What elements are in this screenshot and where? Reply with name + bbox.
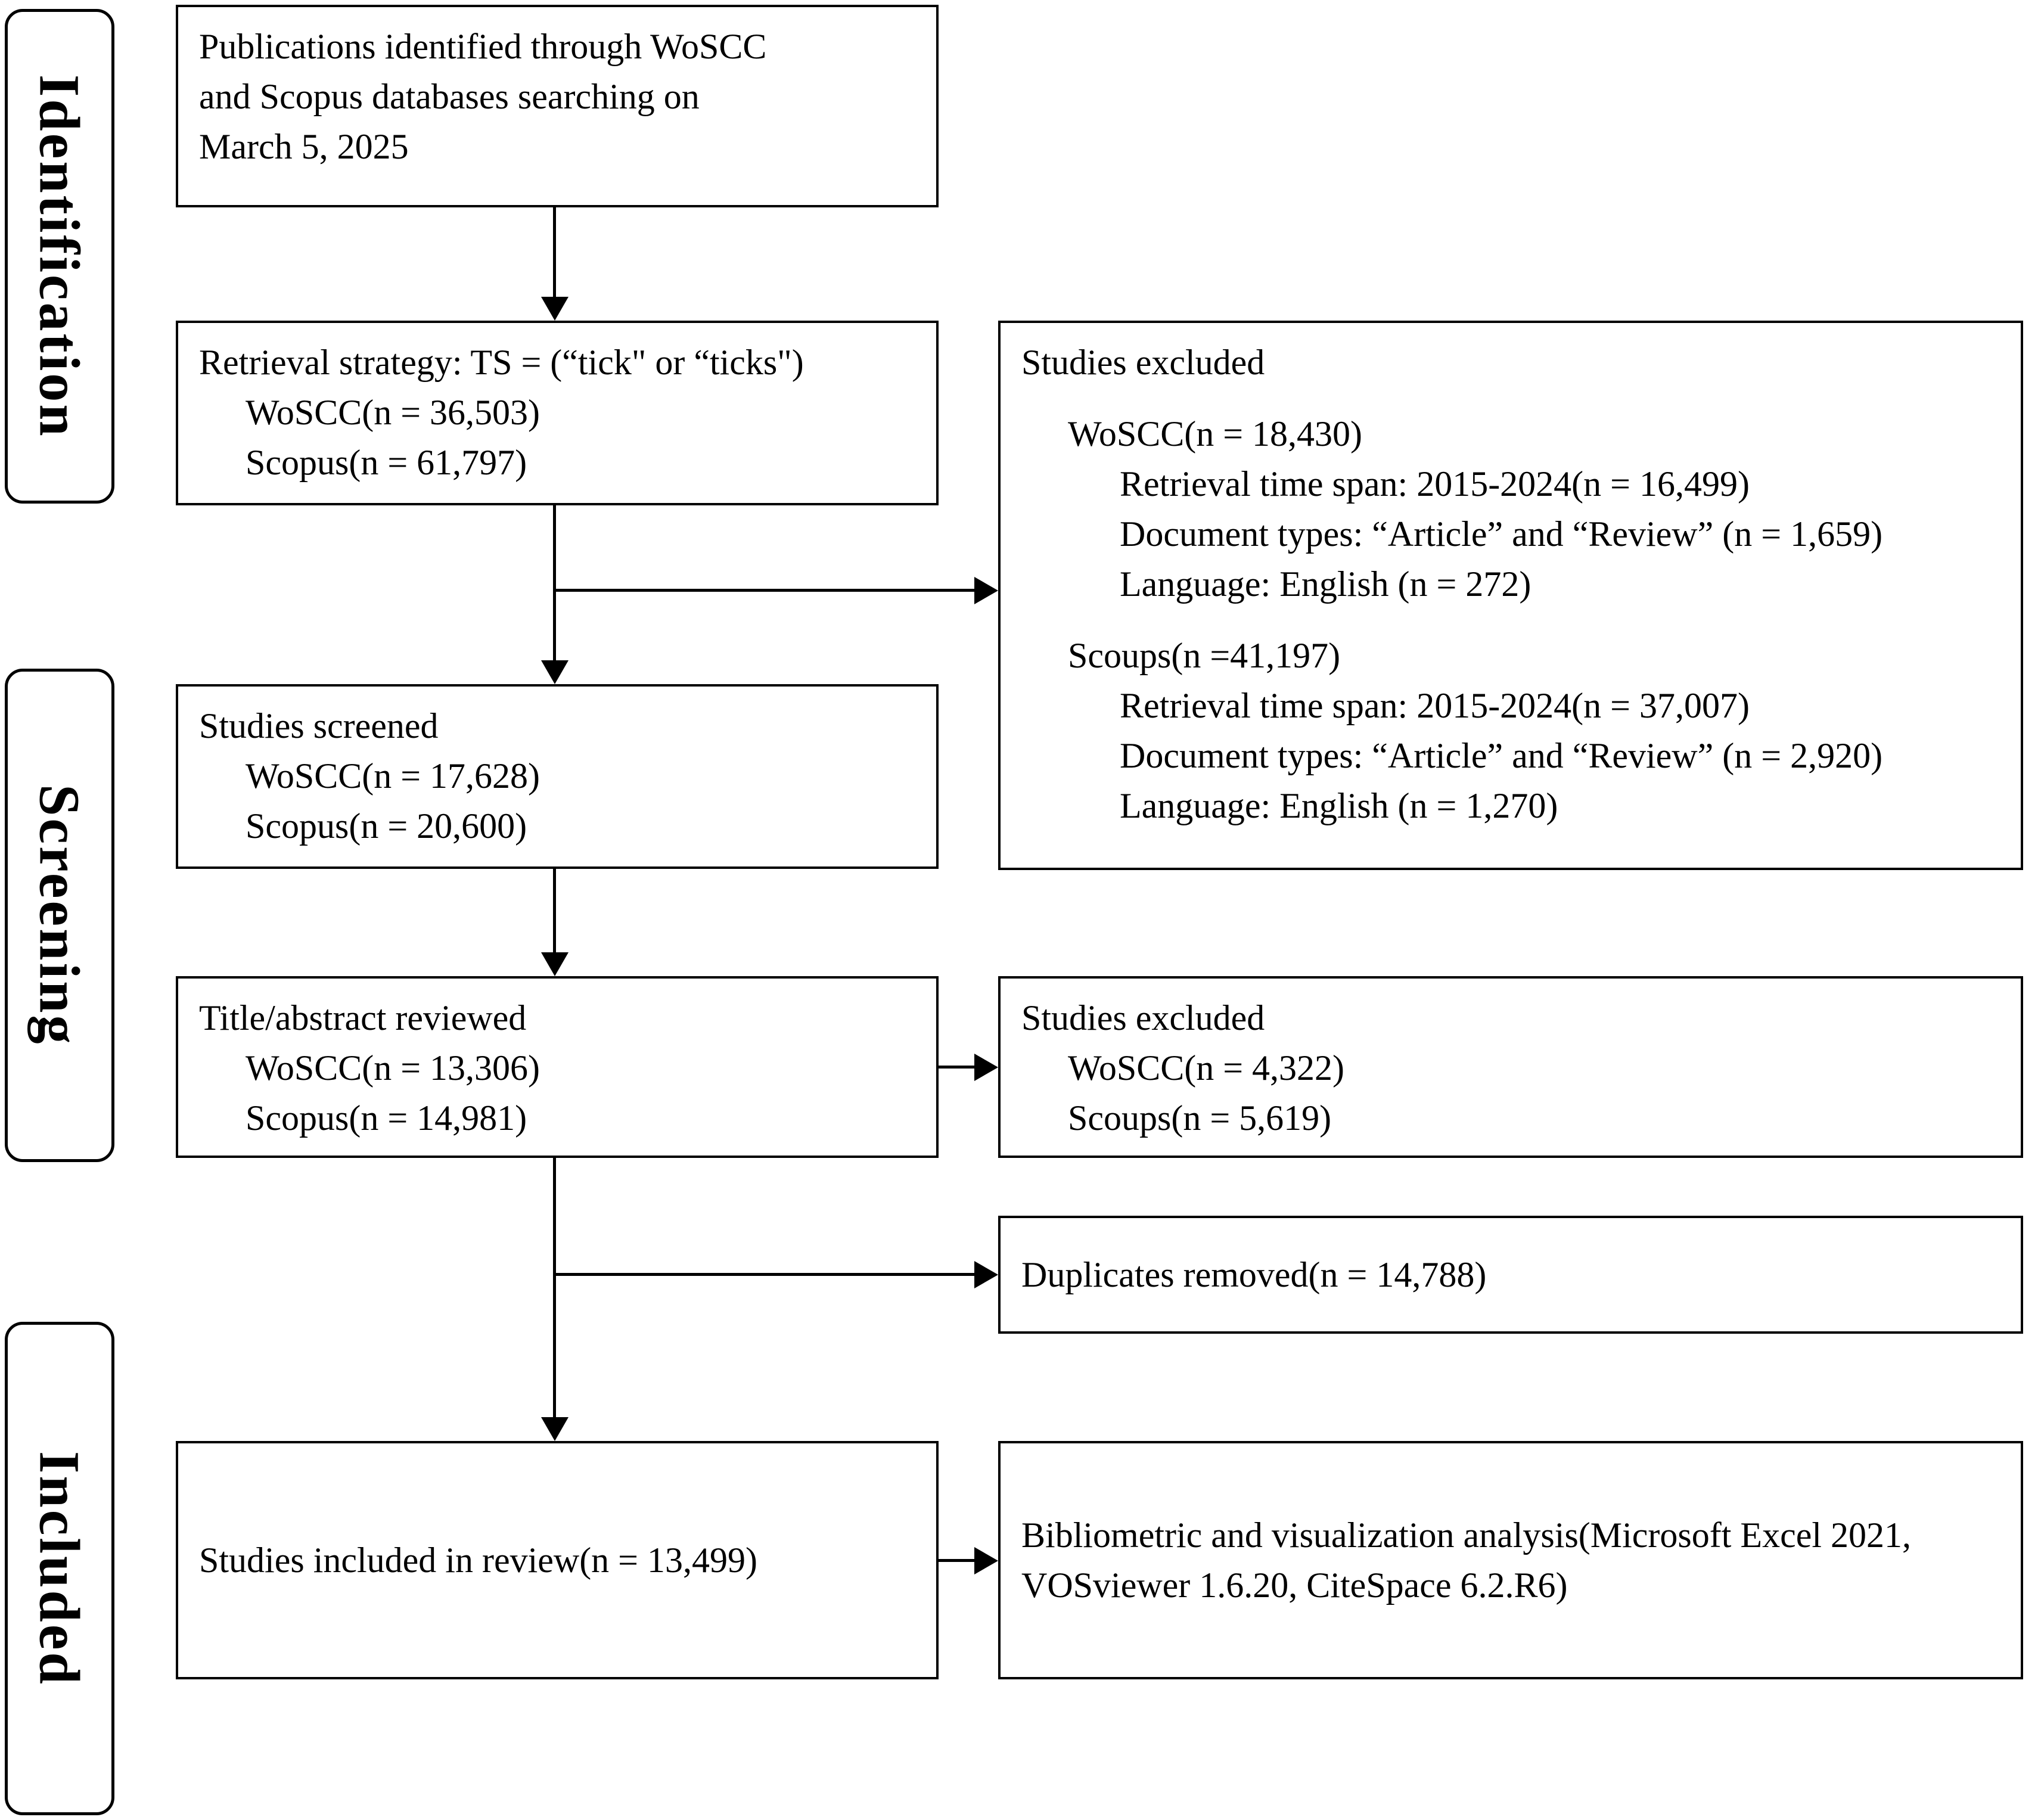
stage-identification [5, 9, 114, 504]
box-line: Studies screened [199, 706, 439, 746]
arrow-retrieval-to-screened-head [541, 660, 569, 684]
arrow-branch-to-excluded-screening-line [554, 589, 974, 592]
box-studies-included [176, 1441, 939, 1679]
arrow-reviewed-to-included-head [541, 1417, 569, 1441]
stage-included [5, 1322, 114, 1815]
box-retrieval-strategy [176, 321, 939, 505]
box-line: Scopus(n = 61,797) [246, 443, 527, 482]
stage-identification-label: Identification [27, 74, 92, 439]
box-line: Retrieval time span: 2015-2024(n = 16,499) [1120, 464, 1750, 504]
box-line: Scopus(n = 14,981) [246, 1098, 527, 1138]
box-publications-identified [176, 5, 939, 207]
box-line: Studies excluded [1021, 343, 1265, 382]
box-line: Duplicates removed(n = 14,788) [1021, 1255, 1487, 1294]
arrow-branch-to-excluded-screening-head [974, 577, 998, 604]
arrow-publications-to-retrieval-line [553, 207, 556, 300]
box-title-abstract-reviewed [176, 976, 939, 1158]
box-line: WoSCC(n = 36,503) [246, 393, 540, 432]
box-studies-excluded-screening [998, 321, 2023, 870]
box-duplicates-removed [998, 1216, 2023, 1334]
box-line: WoSCC(n = 4,322) [1068, 1048, 1345, 1088]
box-line: Document types: “Article” and “Review” (n = 1,659) [1120, 514, 1883, 554]
box-line: Studies excluded [1021, 998, 1265, 1038]
box-line: Studies included in review(n = 13,499) [199, 1541, 758, 1580]
box-line: Publications identified through WoSCC [199, 27, 767, 66]
arrow-branch-to-duplicates-head [974, 1261, 998, 1288]
stage-screening-label: Screening [27, 784, 92, 1046]
box-line: Scoups(n = 5,619) [1068, 1098, 1332, 1138]
arrow-included-to-analysis-head [974, 1547, 998, 1574]
arrow-included-to-analysis-line [939, 1559, 976, 1562]
box-studies-excluded-review [998, 976, 2023, 1158]
box-line: Language: English (n = 1,270) [1120, 786, 1558, 825]
arrow-reviewed-to-excluded-head [974, 1054, 998, 1081]
box-line: Document types: “Article” and “Review” (n = 2,920) [1120, 736, 1883, 775]
box-line: WoSCC(n = 18,430) [1068, 414, 1363, 454]
box-line: Scoups(n =41,197) [1068, 636, 1341, 675]
box-line: Retrieval strategy: TS = (“tick" or “ticks") [199, 343, 804, 382]
box-bibliometric-analysis [998, 1441, 2023, 1679]
box-line: Bibliometric and visualization analysis(Microsoft Excel 2021, VOSviewer 1.6.20, CiteSpace 6.2.R6) [1021, 1515, 1911, 1605]
box-line: WoSCC(n = 13,306) [246, 1048, 540, 1088]
arrow-screened-to-reviewed-line [553, 869, 556, 954]
arrow-screened-to-reviewed-head [541, 952, 569, 976]
arrow-reviewed-to-included-line [553, 1158, 556, 1418]
box-line: Retrieval time span: 2015-2024(n = 37,007) [1120, 686, 1750, 725]
box-studies-screened [176, 684, 939, 869]
arrow-publications-to-retrieval-head [541, 297, 569, 321]
box-line: Language: English (n = 272) [1120, 564, 1531, 604]
stage-included-label: Included [27, 1451, 92, 1687]
box-line: WoSCC(n = 17,628) [246, 756, 540, 796]
box-line: March 5, 2025 [199, 127, 409, 166]
box-line: Title/abstract reviewed [199, 998, 527, 1038]
box-line: Scopus(n = 20,600) [246, 806, 527, 846]
stage-screening [5, 669, 114, 1162]
arrow-retrieval-to-screened-line [553, 505, 556, 661]
arrow-branch-to-duplicates-line [554, 1273, 974, 1276]
box-line: and Scopus databases searching on [199, 77, 700, 116]
arrow-reviewed-to-excluded-line [939, 1066, 976, 1069]
